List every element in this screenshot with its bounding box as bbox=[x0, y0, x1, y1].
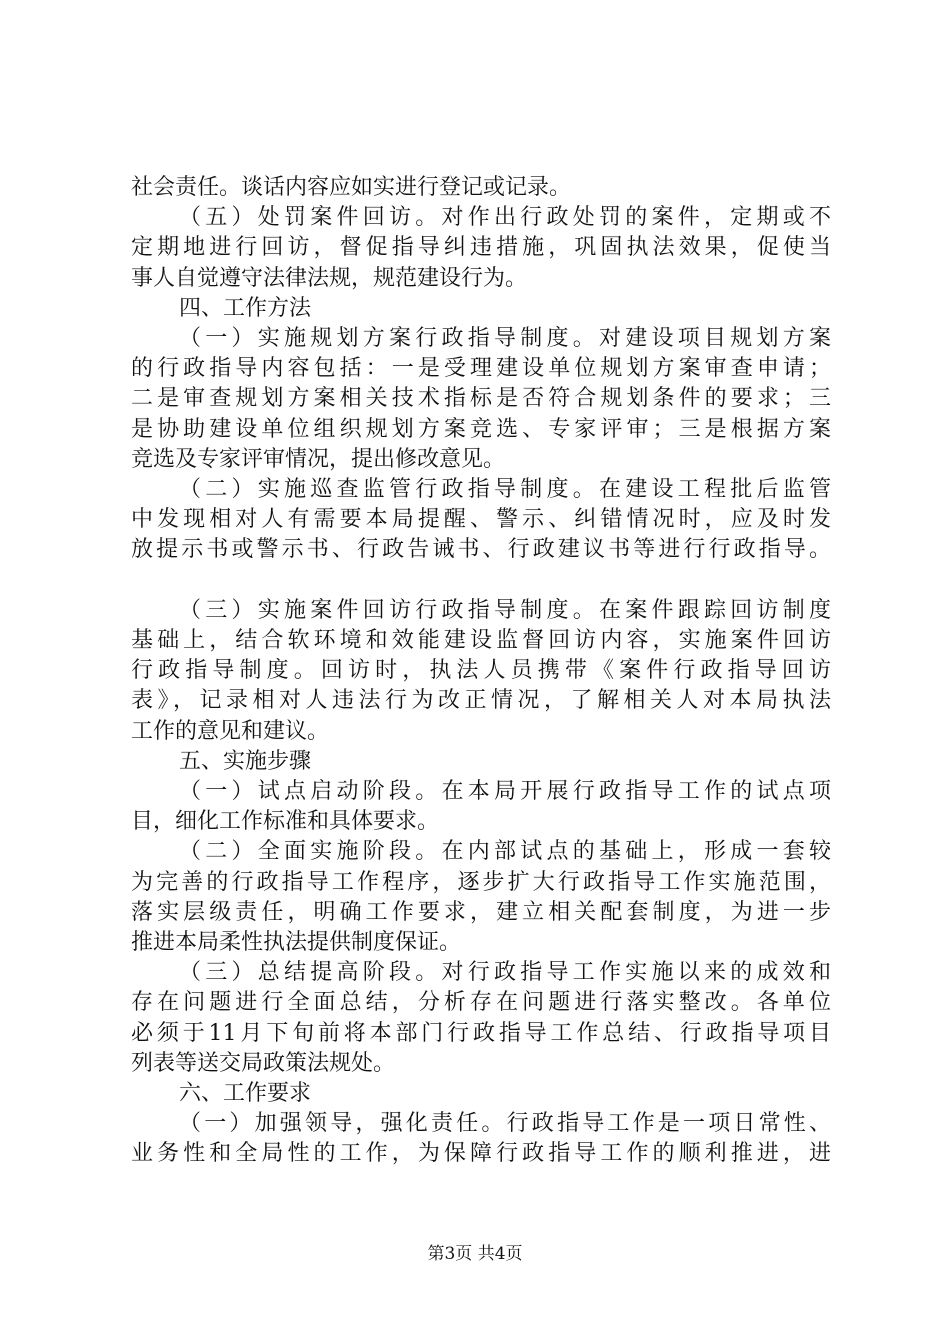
paragraph-line: 必须于11月下旬前将本部门行政指导工作总结、行政指导项目 bbox=[131, 1020, 831, 1046]
paragraph-line: （五）处罚案件回访。对作出行政处罚的案件，定期或不 bbox=[179, 205, 831, 231]
paragraph-line: 业务性和全局性的工作，为保障行政指导工作的顺利推进，进 bbox=[131, 1141, 831, 1167]
paragraph-line: 六、工作要求 bbox=[179, 1081, 312, 1106]
paragraph-line: 为完善的行政指导工作程序，逐步扩大行政指导工作实施范围， bbox=[131, 869, 831, 895]
paragraph-line: （一）加强领导，强化责任。行政指导工作是一项日常性、 bbox=[179, 1111, 831, 1137]
paragraph-line: 表》，记录相对人违法行为改正情况，了解相关人对本局执法 bbox=[131, 688, 831, 714]
paragraph-line: （三）实施案件回访行政指导制度。在案件跟踪回访制度 bbox=[179, 597, 831, 623]
paragraph-line bbox=[131, 566, 831, 596]
paragraph-line: 存在问题进行全面总结，分析存在问题进行落实整改。各单位 bbox=[131, 990, 831, 1016]
paragraph-line: 五、实施步骤 bbox=[179, 748, 312, 774]
paragraph-line: 基础上，结合软环境和效能建设监督回访内容，实施案件回访 bbox=[131, 628, 831, 653]
paragraph-line: 中发现相对人有需要本局提醒、警示、纠错情况时，应及时发 bbox=[131, 507, 831, 533]
paragraph-line: 列表等送交局政策法规处。 bbox=[131, 1050, 396, 1076]
paragraph-line: （二）实施巡查监管行政指导制度。在建设工程批后监管 bbox=[179, 477, 831, 502]
paragraph-line: （二）全面实施阶段。在内部试点的基础上，形成一套较 bbox=[179, 839, 831, 865]
paragraph-line: （一）实施规划方案行政指导制度。对建设项目规划方案 bbox=[179, 326, 831, 351]
paragraph-line: 社会责任。谈话内容应如实进行登记或记录。 bbox=[131, 175, 572, 200]
paragraph-line: 落实层级责任，明确工作要求，建立相关配套制度，为进一步 bbox=[131, 899, 831, 925]
paragraph-line: 四、工作方法 bbox=[179, 295, 312, 321]
paragraph-line: 推进本局柔性执法提供制度保证。 bbox=[131, 930, 462, 955]
paragraph-line: （三）总结提高阶段。对行政指导工作实施以来的成效和 bbox=[179, 960, 831, 986]
paragraph-line: 工作的意见和建议。 bbox=[131, 718, 330, 744]
paragraph-line: 事人自觉遵守法律法规，规范建设行为。 bbox=[131, 265, 528, 291]
paragraph-line: 目，细化工作标准和具体要求。 bbox=[131, 809, 440, 835]
paragraph-line: 二是审查规划方案相关技术指标是否符合规划条件的要求；三 bbox=[131, 386, 831, 412]
paragraph-line: 竞选及专家评审情况，提出修改意见。 bbox=[131, 446, 506, 472]
page-footer: 第3页 共4页 bbox=[427, 1244, 523, 1264]
paragraph-line: 的行政指导内容包括：一是受理建设单位规划方案审查申请； bbox=[131, 356, 831, 382]
paragraph-line: 是协助建设单位组织规划方案竞选、专家评审；三是根据方案 bbox=[131, 416, 831, 442]
paragraph-line: 定期地进行回访，督促指导纠违措施，巩固执法效果，促使当 bbox=[131, 235, 831, 261]
paragraph-line: （一）试点启动阶段。在本局开展行政指导工作的试点项 bbox=[179, 779, 831, 804]
paragraph-line: 行政指导制度。回访时，执法人员携带《案件行政指导回访 bbox=[131, 658, 831, 684]
paragraph-line: 放提示书或警示书、行政告诫书、行政建议书等进行行政指导。 bbox=[131, 537, 831, 563]
